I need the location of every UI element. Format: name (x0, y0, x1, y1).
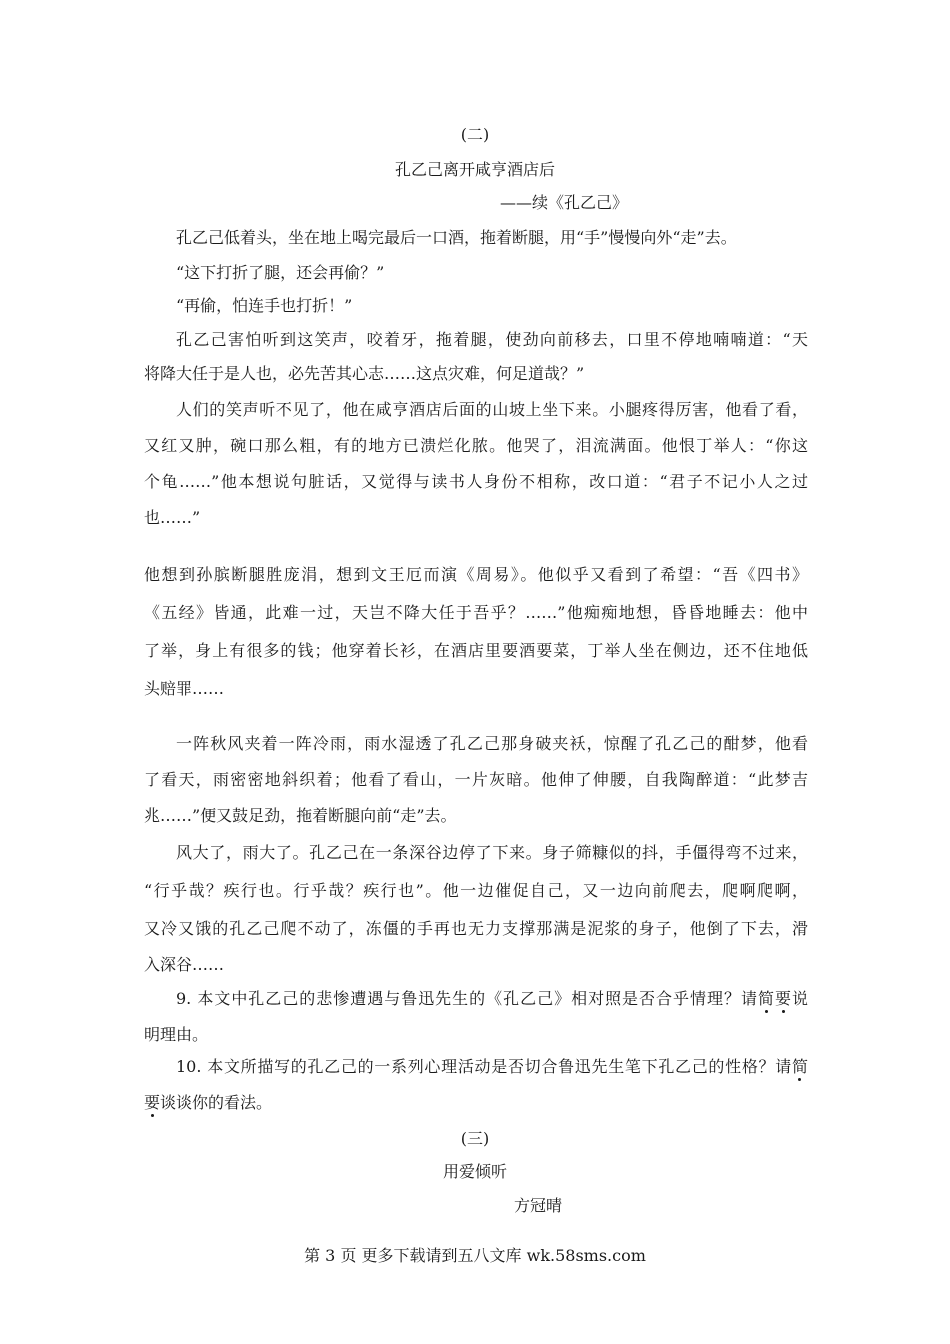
paragraph-line: 了看天，雨密密地斜织着；他看了看山，一片灰暗。他伸了伸腰，自我陶醉道：“此梦吉 (144, 770, 808, 789)
question-9: 9. 本文中孔乙己的悲惨遭遇与鲁迅先生的《孔乙己》相对照是否合乎情理？请简要说 (176, 989, 808, 1008)
paragraph-line: “行乎哉？疾行也。行乎哉？疾行也”。他一边催促自己，又一边向前爬去，爬啊爬啊， (144, 881, 808, 900)
paragraph-line: 孔乙己害怕听到这笑声，咬着牙，拖着腿，使劲向前移去，口里不停地喃喃道：“天 (176, 330, 808, 349)
paragraph-line: 孔乙己低着头，坐在地上喝完最后一口酒，拖着断腿，用“手”慢慢向外“走”去。 (176, 228, 737, 247)
paragraph-line: “这下打折了腿，还会再偷？” (176, 263, 385, 282)
emphasis-mark: 要 (774, 989, 792, 1008)
paragraph-line: 个龟……”他本想说句脏话，又觉得与读书人身份不相称，改口道：“君子不记小人之过 (144, 472, 808, 491)
paragraph-line: 兆……”便又鼓足劲，拖着断腿向前“走”去。 (144, 806, 457, 825)
section-number: (二) (460, 125, 490, 144)
paragraph-line: “再偷，怕连手也打折！” (176, 296, 353, 315)
question-10-continuation: 要谈谈你的看法。 (144, 1093, 273, 1112)
emphasis-mark: 简 (757, 989, 775, 1008)
paragraph-line: 头赔罪…… (144, 679, 225, 698)
paragraph-line: 一阵秋风夹着一阵冷雨，雨水湿透了孔乙己那身破夹袄，惊醒了孔乙己的酣梦，他看 (176, 734, 808, 753)
article-subtitle: ——续《孔乙己》 (500, 193, 629, 212)
paragraph-line: 又红又肿，碗口那么粗，有的地方已溃烂化脓。他哭了，泪流满面。他恨丁举人：“你这 (144, 436, 808, 455)
section-number: (三) (460, 1129, 490, 1148)
emphasis-mark: 要 (144, 1093, 161, 1112)
paragraph-line: 人们的笑声听不见了，他在咸亨酒店后面的山坡上坐下来。小腿疼得厉害，他看了看， (176, 400, 808, 419)
paragraph-line: 风大了，雨大了。孔乙己在一条深谷边停了下来。身子筛糠似的抖，手僵得弯不过来， (176, 843, 808, 862)
question-10: 10. 本文所描写的孔乙己的一系列心理活动是否切合鲁迅先生笔下孔乙己的性格？请简 (176, 1057, 808, 1076)
paragraph-line: 了举，身上有很多的钱；他穿着长衫，在酒店里要酒要菜，丁举人坐在侧边，还不住地低 (144, 641, 808, 660)
paragraph-line: 他想到孙膑断腿胜庞涓，想到文王厄而演《周易》。他似乎又看到了希望：“吾《四书》 (144, 565, 808, 584)
article-author: 方冠晴 (514, 1196, 563, 1215)
page-footer: 第 3 页 更多下载请到五八文库 wk.58sms.com (304, 1246, 646, 1265)
paragraph-line: 入深谷…… (144, 955, 225, 974)
paragraph-line: 也……” (144, 508, 201, 527)
article-title: 孔乙己离开咸亨酒店后 (394, 160, 555, 179)
paragraph-line: 《五经》皆通，此难一过，天岂不降大任于吾乎？……”他痴痴地想，昏昏地睡去：他中 (144, 603, 808, 622)
article-title: 用爱倾听 (442, 1162, 507, 1181)
paragraph-line: 将降大任于是人也，必先苦其心志……这点灾难，何足道哉？” (144, 364, 585, 383)
question-9-continuation: 明理由。 (144, 1025, 209, 1044)
paragraph-line: 又冷又饿的孔乙己爬不动了，冻僵的手再也无力支撑那满是泥浆的身子，他倒了下去，滑 (144, 919, 808, 938)
emphasis-mark: 简 (791, 1057, 808, 1076)
